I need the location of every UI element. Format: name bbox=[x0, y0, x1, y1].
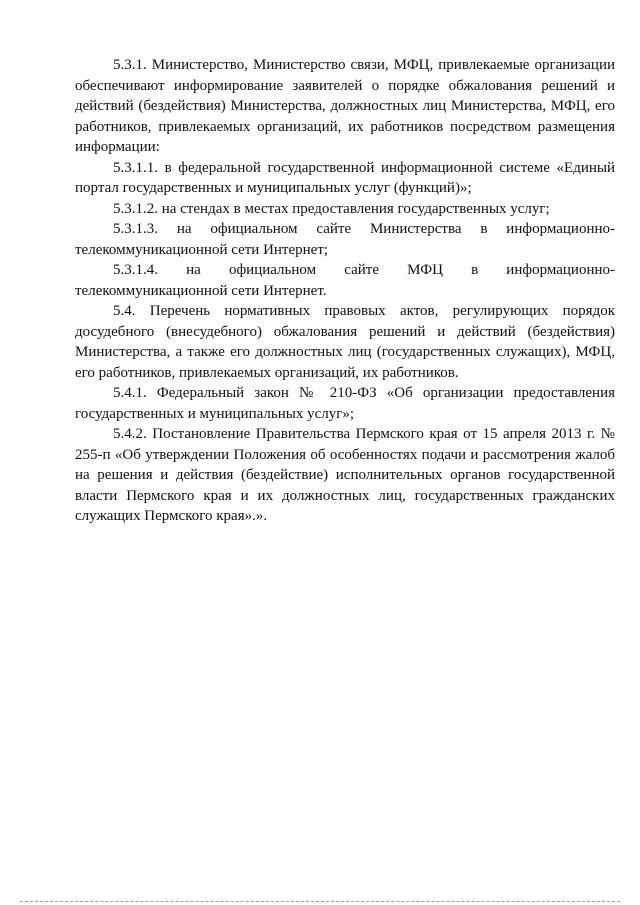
document-body bbox=[75, 55, 615, 527]
paragraph-5-3-1-4: 5.3.1.4. на официальном сайте МФЦ в информационно-телекоммуникационной сети Интернет. bbox=[75, 262, 615, 299]
scan-edge-line bbox=[20, 901, 620, 903]
paragraph-5-4: 5.4. Перечень нормативных правовых актов, регулирующих порядок досудебного (внесудебного) обжалования решений и действий (бездействия) Министерства, а также его должностных лиц (государственных служащих), МФЦ, его работников, привлекаемых организаций, их работников. bbox=[75, 303, 615, 381]
paragraph-5-3-1-1: 5.3.1.1. в федеральной государственной информационной системе «Единый портал государственных и муниципальных услуг (функций)»; bbox=[75, 159, 615, 196]
paragraph-5-4-1: 5.4.1. Федеральный закон № 210-ФЗ «Об организации предоставления государственных и муниципальных услуг»; bbox=[75, 385, 615, 422]
paragraph-5-3-1-2: 5.3.1.2. на стендах в местах предоставления государственных услуг; bbox=[113, 200, 550, 217]
paragraph-5-3-1-3: 5.3.1.3. на официальном сайте Министерства в информационно-телекоммуникационной сети Интернет; bbox=[75, 221, 615, 258]
paragraph-5-4-2: 5.4.2. Постановление Правительства Пермского края от 15 апреля 2013 г. № 255-п «Об утверждении Положения об особенностях подачи и рассмотрения жалоб на решения и действия (бездействие) исполнительных органов государственной власти Пермского края и их должностных лиц, государственных гражданских служащих Пермского края».». bbox=[75, 426, 615, 524]
paragraph-5-3-1: 5.3.1. Министерство, Министерство связи, МФЦ, привлекаемые организации обеспечивают информирование заявителей о порядке обжалования решений и действий (бездействия) Министерства, должностных лиц Министерства, МФЦ, его работников, привлекаемых организаций, их работников посредством размещения информации: bbox=[75, 57, 615, 155]
